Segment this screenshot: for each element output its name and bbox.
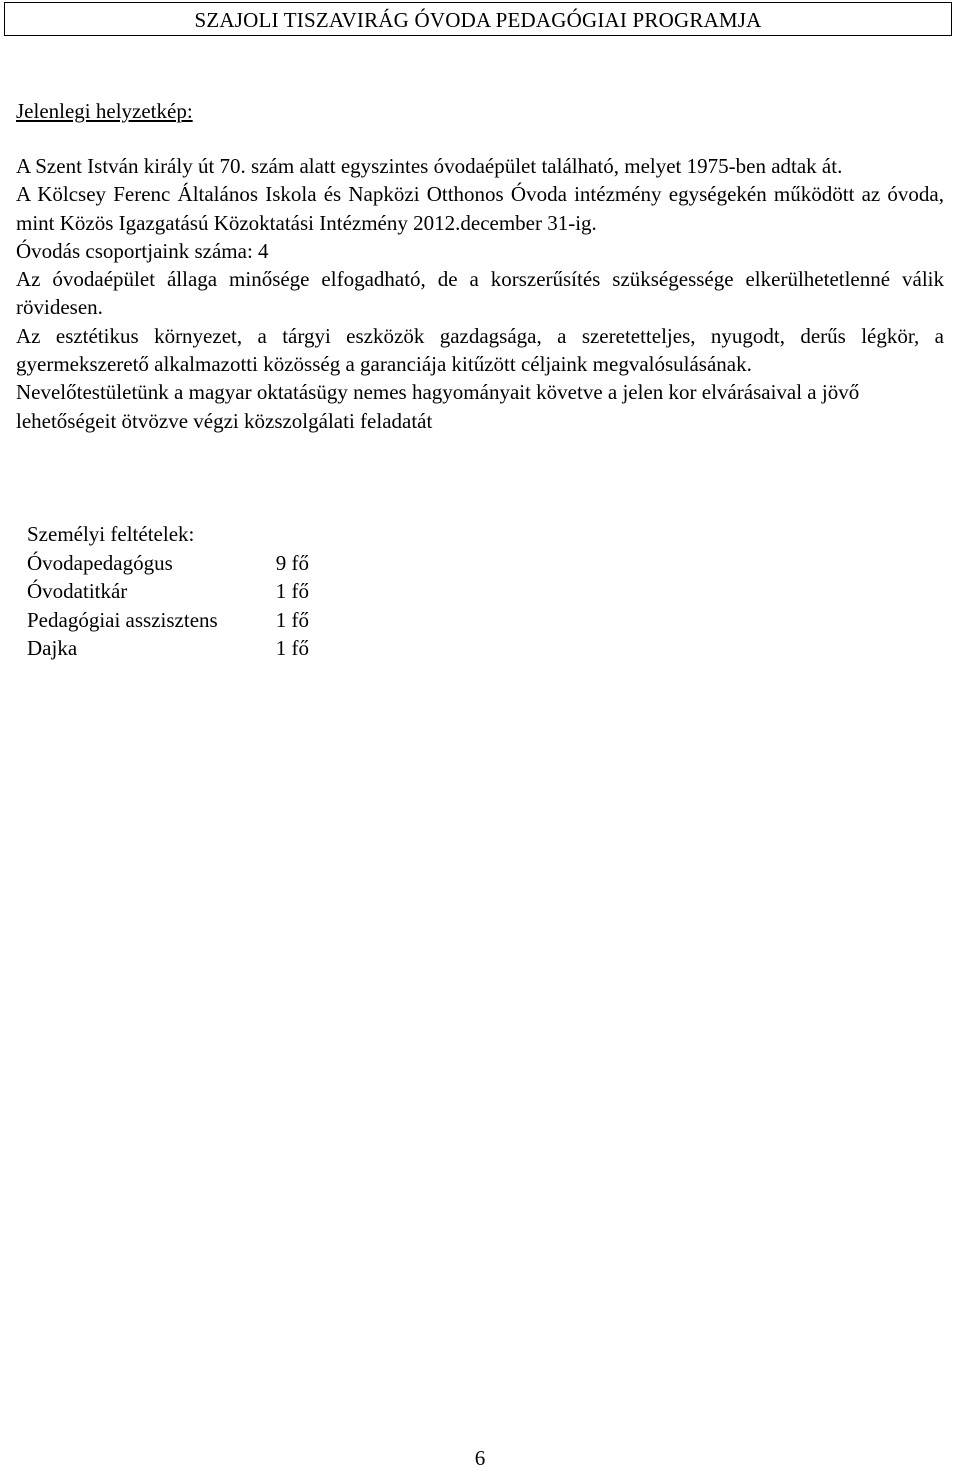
paragraph-institution: A Kölcsey Ferenc Általános Iskola és Napközi Otthonos Óvoda intézmény egységekén működött az óvoda, mint Közös Igazgatású Közoktatási Intézmény 2012.december 31-ig. [16,182,944,235]
staff-role: Dajka [27,636,78,660]
paragraph-group-count: Óvodás csoportjaink száma: 4 [16,238,269,263]
paragraph-building-condition: Az óvodaépület állaga minősége elfogadható, de a korszerűsítés szükségessége elkerülhetetlenné válik rövidesen. [16,267,944,320]
staff-row [27,549,309,578]
document-title: SZAJOLI TISZAVIRÁG ÓVODA PEDAGÓGIAI PROGRAMJA [194,8,762,32]
staff-count: 1 fő [275,579,309,603]
staff-role: Óvodapedagógus [27,550,173,575]
staff-row [27,606,309,635]
paragraph-building: A Szent István király út 70. szám alatt egyszintes óvodaépület található, melyet 1975-ben adtak át. [16,154,843,178]
staff-list [27,520,309,663]
paragraph-staff-mission: Nevelőtestületünk a magyar oktatásügy nemes hagyományait követve a jelen kor elvárásaival a jövő lehetőségeit ötvözve végzi közszolgálati feladatát [16,380,860,433]
body-text [16,152,944,435]
staff-row [27,634,309,663]
staff-count: 1 fő [275,636,309,660]
staff-count: 1 fő [275,607,309,632]
page-header [4,2,952,36]
staff-count: 9 fő [275,550,309,575]
staff-list-title: Személyi feltételek: [27,522,195,546]
page-number: 6 [474,1446,486,1470]
section-heading: Jelenlegi helyzetkép: [16,99,193,123]
staff-role: Pedagógiai asszisztens [27,607,218,632]
staff-row [27,577,309,606]
paragraph-environment: Az esztétikus környezet, a tárgyi eszközök gazdagsága, a szeretetteljes, nyugodt, derűs légkör, a gyermekszerető alkalmazotti közösség a garanciája kitűzött céljaink megvalósulásának. [16,323,944,377]
staff-role: Óvodatitkár [27,579,128,603]
